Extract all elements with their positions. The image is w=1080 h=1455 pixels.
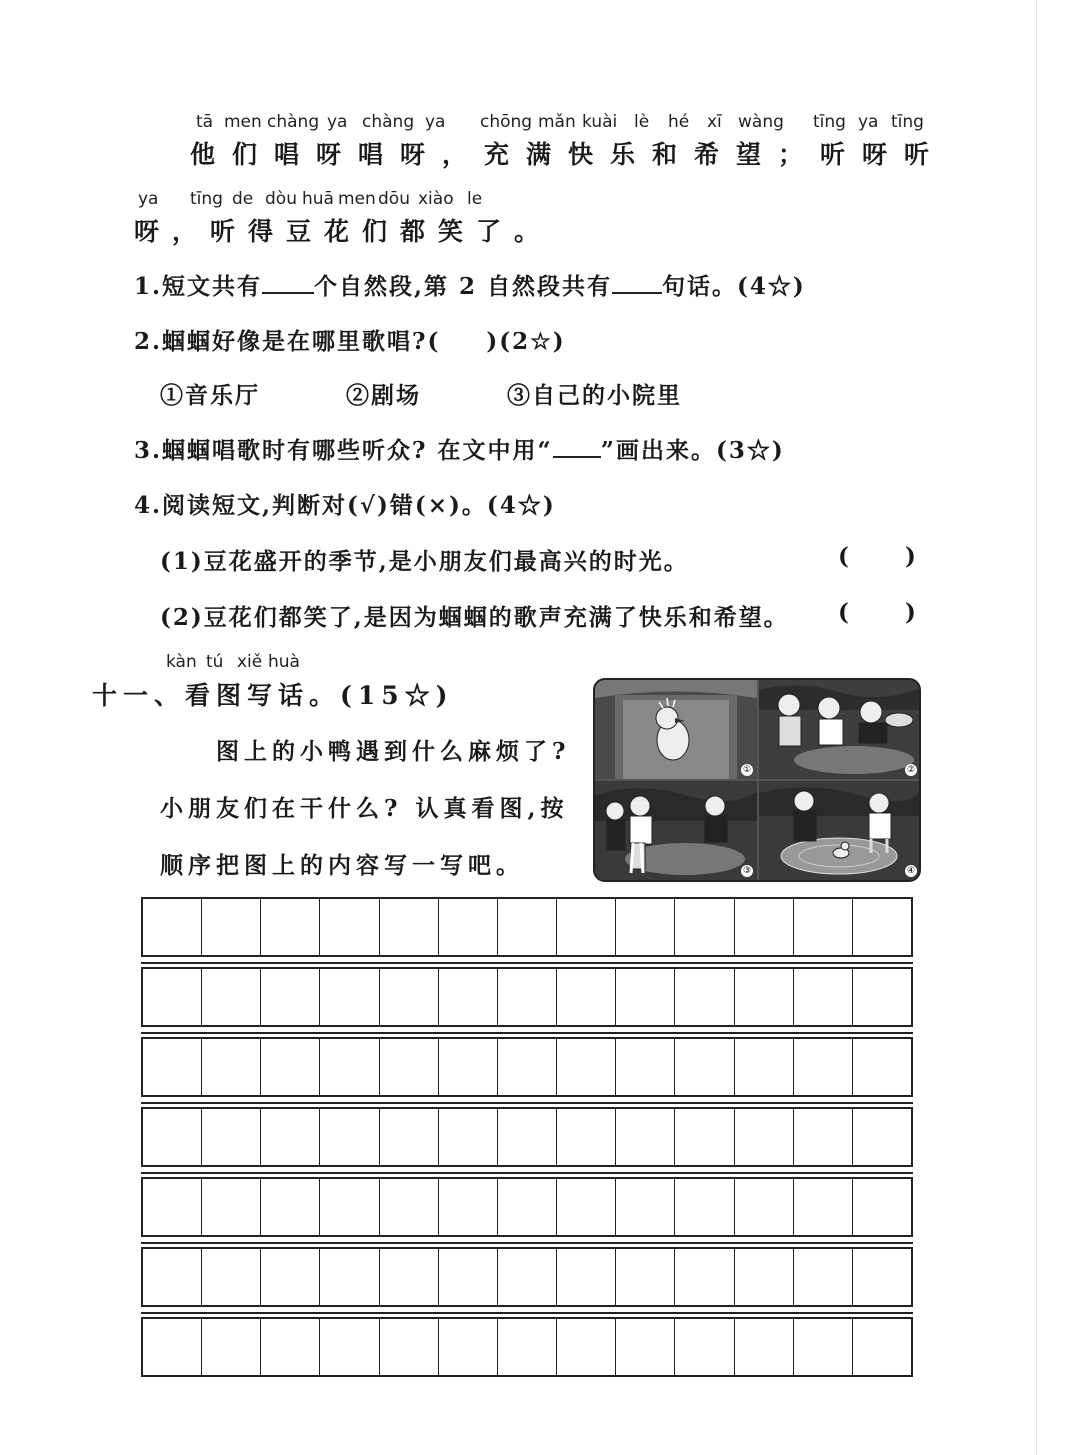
pinyin: tú (206, 652, 224, 672)
panel-number: ③ (742, 866, 752, 876)
question-2 (134, 323, 566, 356)
judge-item-2: (2)豆花们都笑了,是因为蝈蝈的歌声充满了快乐和希望。 (160, 604, 789, 631)
prompt-line-1: 图上的小鸭遇到什么麻烦了? (216, 738, 571, 765)
question-text: )(2☆) (486, 328, 566, 355)
option-1: ①音乐厅 (160, 382, 260, 409)
question-text: 1.短文共有 (134, 273, 263, 300)
pinyin: wàng (738, 112, 784, 132)
passage-line-2: 呀，听得豆花们都笑了。 (134, 217, 553, 246)
pinyin: mǎn (538, 112, 576, 132)
pinyin-line-1 (0, 112, 1080, 132)
prompt-line-3: 顺序把图上的内容写一写吧。 (160, 852, 524, 879)
pinyin: tā (196, 112, 214, 132)
pinyin: hé (668, 112, 690, 132)
pinyin: chàng (267, 112, 320, 132)
pinyin: xī (707, 112, 722, 132)
section11-title: 十一、看图写话。(15☆) (92, 681, 454, 710)
pinyin: chàng (362, 112, 415, 132)
panel-number: ① (742, 765, 752, 775)
pinyin: chōng (480, 112, 533, 132)
answer-blank[interactable] (262, 292, 314, 294)
pinyin: kàn (166, 652, 197, 672)
judge-paren-open[interactable]: ( (838, 599, 851, 626)
grid-row-5[interactable] (141, 1177, 913, 1237)
pinyin: ya (425, 112, 446, 132)
pinyin: le (467, 189, 483, 209)
pinyin: tīng (813, 112, 846, 132)
judge-item-1: (1)豆花盛开的季节,是小朋友们最高兴的时光。 (160, 548, 689, 575)
passage-line-1: 他们唱呀唱呀，充满快乐和希望；听呀听 (190, 140, 947, 169)
question-3 (134, 432, 785, 465)
kids-looking-drawing (759, 680, 921, 779)
comic-illustration (593, 678, 921, 882)
pinyin: lè (634, 112, 650, 132)
grid-row-4[interactable] (141, 1107, 913, 1167)
question-text: 3.蝈蝈唱歌时有哪些听众? 在文中用“ (134, 437, 553, 464)
grid-gap-line (141, 962, 913, 964)
grid-gap-line (141, 1172, 913, 1174)
question-text: 个自然段,第 2 自然段共有 (314, 273, 613, 300)
grid-row-6[interactable] (141, 1247, 913, 1307)
panel-4 (759, 781, 921, 880)
grid-row-3[interactable] (141, 1037, 913, 1097)
question-2-options (160, 377, 682, 410)
pinyin: tīng (891, 112, 924, 132)
judge-paren-close: ) (905, 543, 918, 570)
pinyin: de (232, 189, 254, 209)
grid-gap-line (141, 1102, 913, 1104)
pinyin: tīng (190, 189, 223, 209)
pouring-water-drawing (595, 781, 757, 880)
pinyin: ya (138, 189, 159, 209)
grid-row-2[interactable] (141, 967, 913, 1027)
pinyin: xiào (418, 189, 454, 209)
question-1 (134, 268, 806, 301)
panel-number: ④ (906, 866, 916, 876)
question-text: 句话。(4☆) (662, 273, 806, 300)
panel-3 (595, 781, 757, 880)
grid-row-1[interactable] (141, 897, 913, 957)
panel-1 (595, 680, 757, 779)
pinyin: men (224, 112, 262, 132)
question-text: ”画出来。(3☆) (600, 437, 785, 464)
judge-paren-close: ) (905, 599, 918, 626)
judge-paren-open[interactable]: ( (838, 543, 851, 570)
answer-blank[interactable] (553, 456, 601, 458)
pinyin: dōu (378, 189, 410, 209)
pinyin: huà (268, 652, 300, 672)
question-text: 2.蝈蝈好像是在哪里歌唱?( (134, 328, 441, 355)
pinyin: kuài (582, 112, 618, 132)
prompt-line-2: 小朋友们在干什么? 认真看图,按 (160, 795, 569, 822)
option-2: ②剧场 (346, 382, 421, 409)
grid-gap-line (141, 1242, 913, 1244)
option-3: ③自己的小院里 (507, 382, 682, 409)
pinyin: men (338, 189, 376, 209)
grid-gap-line (141, 1032, 913, 1034)
pinyin: ya (858, 112, 879, 132)
grid-gap-line (141, 1312, 913, 1314)
duck-floating-drawing (759, 781, 921, 880)
section11-pinyin (0, 652, 600, 672)
pinyin: dòu (265, 189, 297, 209)
pinyin: ya (327, 112, 348, 132)
question-4: 4.阅读短文,判断对(√)错(×)。(4☆) (134, 492, 556, 519)
panel-2 (759, 680, 921, 779)
panel-number: ② (906, 765, 916, 775)
pinyin: huā (302, 189, 334, 209)
pinyin-line-2 (0, 189, 1080, 209)
page-edge (1036, 0, 1037, 1455)
duck-in-hole-drawing (595, 680, 757, 779)
grid-row-7[interactable] (141, 1317, 913, 1377)
answer-blank[interactable] (612, 292, 662, 294)
pinyin: xiě (237, 652, 263, 672)
